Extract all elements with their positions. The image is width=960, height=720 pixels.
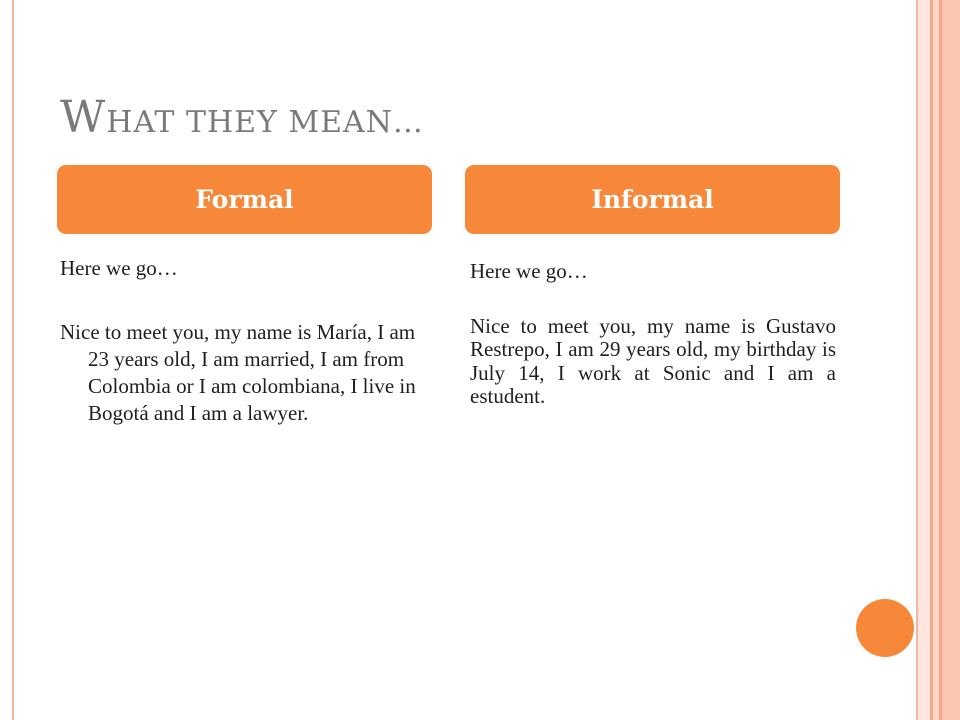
informal-header [465, 165, 840, 234]
decorative-circle [856, 599, 914, 657]
title-initial: W [60, 92, 107, 143]
informal-header-label: Informal [591, 185, 714, 214]
decorative-stripe [942, 0, 960, 720]
formal-column [60, 255, 432, 427]
informal-body: Nice to meet you, my name is Gustavo Restrepo, I am 29 years old, my birthday is July 14, I work at Sonic and I am a estudent. [470, 313, 836, 408]
title-rest: HAT THEY MEAN… [106, 105, 424, 140]
slide-title [60, 92, 424, 143]
decorative-stripe [918, 0, 930, 720]
formal-intro: Here we go… [60, 256, 178, 280]
informal-column [470, 260, 836, 409]
formal-body: Nice to meet you, my name is María, I am 23 years old, I am married, I am from Colombia or I am colombiana, I live in Bogotá and I am a lawyer. [60, 320, 416, 425]
informal-intro: Here we go… [470, 259, 588, 283]
formal-header-label: Formal [195, 185, 294, 214]
formal-header [57, 165, 432, 234]
